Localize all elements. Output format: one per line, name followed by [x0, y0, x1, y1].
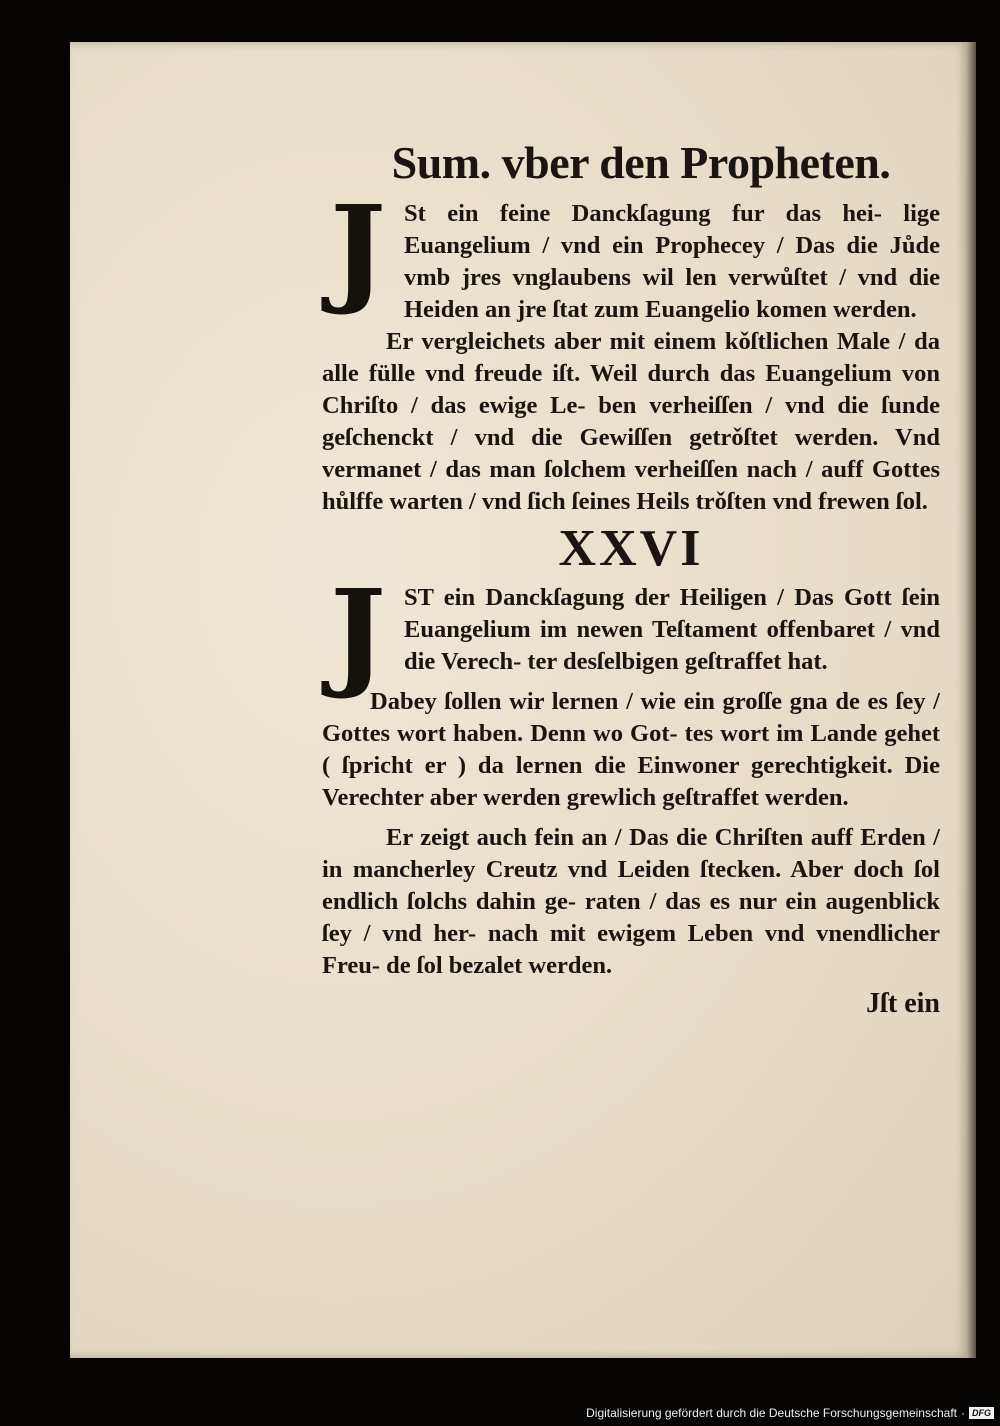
paragraph: ST ein Danckſagung der Heiligen / Das Gott ſein Euangelium im newen Teſtament offenbaret / vnd die Verech- ter desſelbigen geſtraffet hat. [404, 584, 940, 675]
section-1 [322, 179, 940, 518]
digitization-footer: Digitalisierung gefördert durch die Deutsche Forschungsgemeinschaft · DFG [586, 1406, 994, 1420]
paragraph: Er zeigt auch fein an / Das die Chriſten auff Erden / in mancherley Creutz vnd Leiden ſtecken. Aber doch ſol endlich ſolchs dahin ge- raten / das es nur ein augenblick ſey / vnd her- nach mit ewigem Leben vnd vnendlicher Freu- de ſol bezalet werden. [322, 824, 940, 979]
chapter-number: XXVI [558, 520, 704, 577]
catchword: Jſt ein [866, 988, 940, 1019]
page-edge-shadow [966, 42, 976, 1358]
text-block [322, 137, 940, 1022]
paragraph: St ein feine Danckſagung fur das hei- lige Euangelium / vnd ein Prophecey / Das die Jůde vmb jres vnglaubens wil len verwůſtet / vnd die Heiden an jre ſtat zum Euangelio komen werden. [404, 200, 940, 323]
paragraph: Dabey ſollen wir lernen / wie ein groſſe gna de es ſey / Gottes wort haben. Denn wo Got- tes wort im Lande gehet ( ſpricht er ) da lernen die Einwoner gerechtigkeit. Die Verechter aber werden grewlich geſtraffet werden. [322, 688, 940, 811]
decorated-initial: J [330, 563, 386, 702]
paragraph: Er vergleichets aber mit einem kǒſtlichen Male / da alle fülle vnd freude iſt. Weil durch das Euangelium von Chriſto / das ewige Le- ben verheiſſen / vnd die ſunde geſchenckt / vnd die Gewiſſen getrǒſtet werden. Vnd vermanet / das man ſolchem verheiſſen nach / auff Gottes hůlffe warten / vnd ſich ſeines Heils trǒſten vnd frewen ſol. [322, 328, 940, 515]
section-2 [322, 522, 940, 982]
decorated-initial: J [330, 179, 386, 318]
running-head: Sum. vber den Propheten. [391, 137, 891, 188]
dfg-logo-icon: DFG [969, 1407, 994, 1419]
footer-text: Digitalisierung gefördert durch die Deutsche Forschungsgemeinschaft [586, 1406, 957, 1420]
